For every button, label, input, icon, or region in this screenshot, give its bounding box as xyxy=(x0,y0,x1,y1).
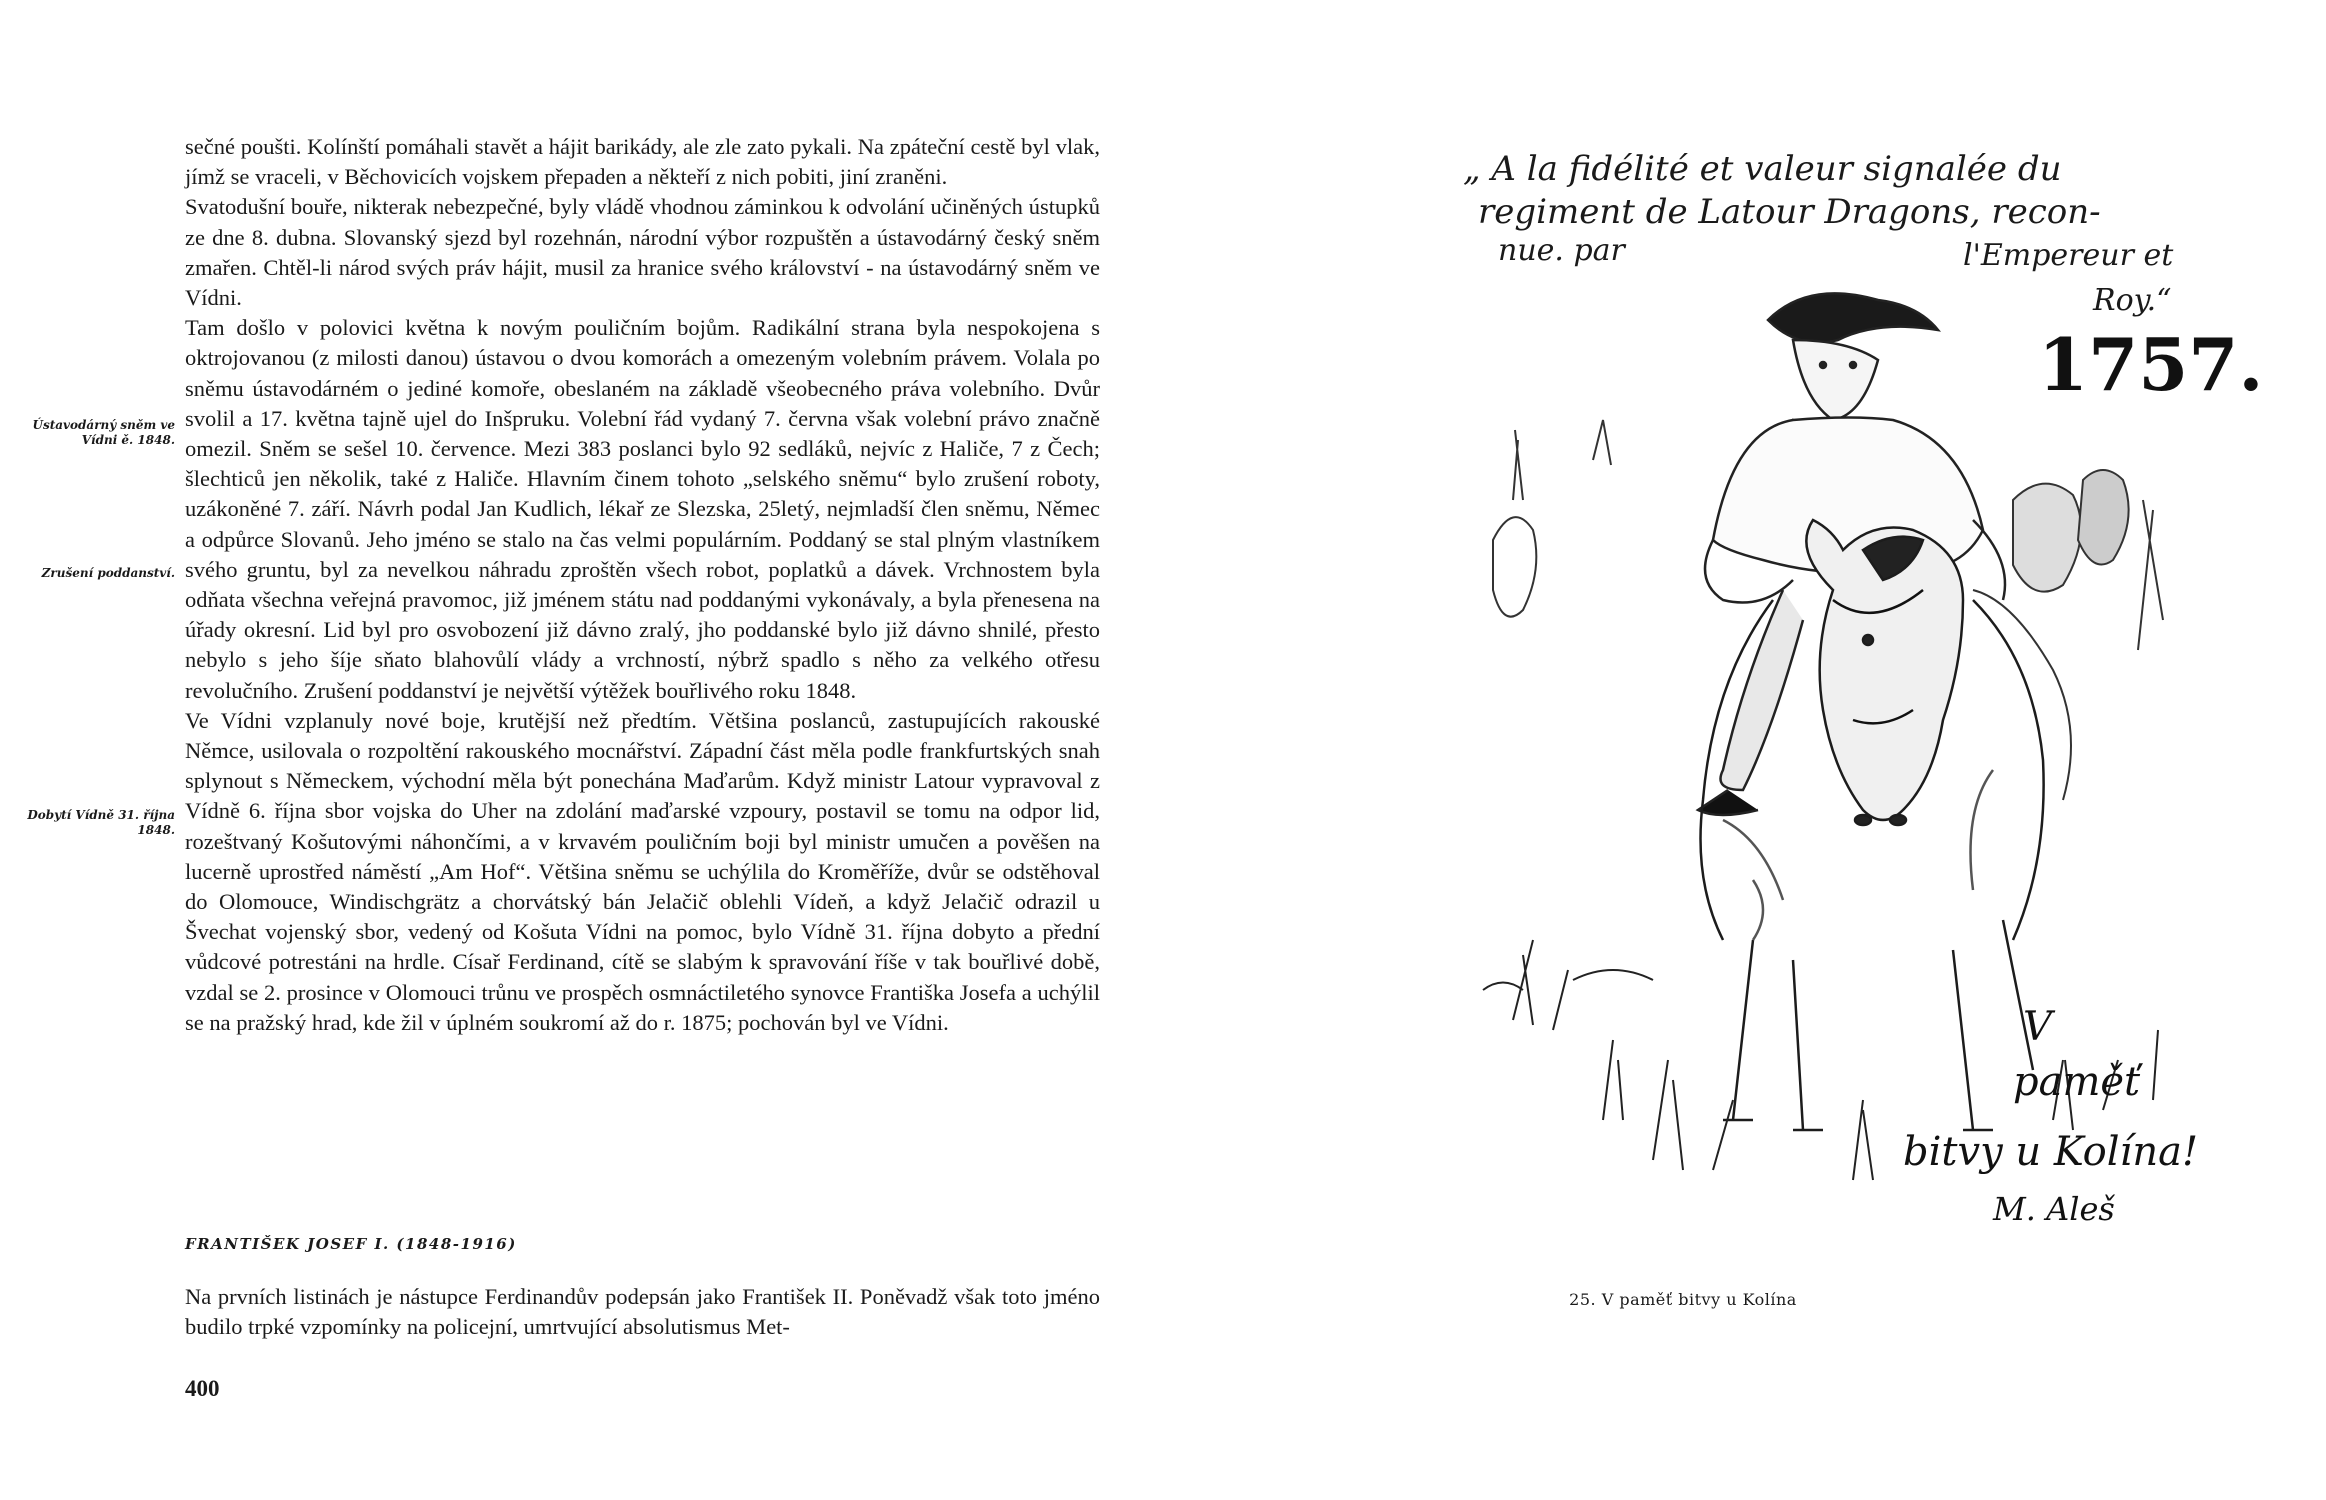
inscription-line-1: „ A la fidélité et valeur signalée du xyxy=(1463,149,2062,189)
illustration-caption: 25. V paměť bitvy u Kolína xyxy=(1569,1290,1797,1309)
ales-illustration xyxy=(1453,120,2264,1240)
paragraph-3: Tam došlo v polovici května k novým pouličním bojům. Radikální strana byla nespokojena s oktrojovanou (z milosti danou) ústavou o dvou komorách a omezeným volebním právem. Volala po sněmu ústavodárném o jediné komoře, obeslaném na základě všeobecného práva volebního. Dvůr svolil a 17. května tajně ujel do Inšpruku. Volební řád vydaný 7. června však volební právo značně omezil. Sněm se sešel 10. července. Mezi 383 poslanci bylo 92 sedláků, nejvíc z Haliče, 7 z Čech; šlechticů jen několik, také z Haliče. Hlavním činem tohoto „selského sněmu“ bylo zrušení roboty, uzákoněné 7. září. Návrh podal Jan Kudlich, lékař ze Slezska, 25letý, nejmladší člen sněmu, Němec a odpůrce Slovanů. Jeho jméno se stalo na čas velmi populárním. Poddaný se stal plným vlastníkem svého gruntu, byl za nevelkou náhradu zproštěn všech robot, poplatků a dávek. Vrchnostem byla odňata všechna veřejná pravomoc, již jménem státu nad poddanými vykonávaly, a byla přenesena na úřady okresní. Lid byl pro osvobození již dávno zralý, jho poddanské bylo již dávno shnilé, přesto nebylo s jeho šíje sňato blahovůlí vlády a vrchností, nýbrž spadlo s něho za velkého otřesu revolučního. Zrušení poddanství je největší výtěžek bouřlivého roku 1848. xyxy=(185,315,1100,703)
margin-note-constituent-assembly: Ústavodárný sněm ve Vídni ě. 1848. xyxy=(32,418,175,447)
margin-note-abolition-serfdom: Zrušení poddanství. xyxy=(41,566,175,580)
year-1757: 1757. xyxy=(2038,322,2264,407)
page-number: 400 xyxy=(185,1376,220,1401)
paragraph-1: sečné poušti. Kolínští pomáhali stavět a hájit barikády, ale zle zato pykali. Na zpáteční cestě byl vlak, jímž se vraceli, v Běchovicích vojskem přepaden a někteří z nich pobiti, jiní zraněni. xyxy=(185,134,1100,190)
dedication-bitvy: bitvy u Kolína! xyxy=(1903,1129,2199,1175)
dedication-pamet: paměť xyxy=(2013,1059,2141,1105)
inscription-line-2: regiment de Latour Dragons, recon- xyxy=(1478,192,2101,232)
inscription-line-3a: nue. par xyxy=(1498,233,1625,268)
horse xyxy=(1701,520,2044,1130)
right-page xyxy=(1163,0,2326,1500)
inscription-line-4: Roy.“ xyxy=(2093,283,2172,318)
inscription-line-3b: l'Empereur et xyxy=(1963,238,2174,273)
main-text xyxy=(185,132,1100,1038)
signature: M. Aleš xyxy=(1993,1190,2115,1228)
section-heading: FRANTIŠEK JOSEF I. (1848-1916) xyxy=(185,1235,517,1253)
margin-note-capture-vienna: Dobytí Vídně 31. října 1848. xyxy=(27,808,175,837)
paragraph-4: Ve Vídni vzplanuly nové boje, krutější než předtím. Většina poslanců, zastupujících rakouské Němce, usilovala o rozpoltění rakouského mocnářství. Západní část měla podle frankfurtských snah splynout s Německem, východní měla být ponechána Maďarům. Když ministr Latour vypravoval z Vídně 6. října sbor vojska do Uher na zdolání maďarské vzpoury, postavil se tomu na odpor lid, rozeštvaný Košutovými náhončími, a v krvavém pouličním boji byl ministr umučen a pověšen na lucerně uprostřed náměstí „Am Hof“. Většina sněmu se uchýlila do Kroměříže, dvůr se odstěhoval do Olomouce, Windischgrätz a chorvátský bán Jelačič oblehli Vídeň, a když Jelačič odrazil u Švechat vojenský sbor, vedený od Košuta Vídni na pomoc, bylo Vídně 31. října dobyto a přední vůdcové potrestáni na hrdle. Císař Ferdinand, cítě se slabým k spravování říše v tak bouřlivé době, vzdal se 2. prosince v Olomouci trůnu ve prospěch osmnáctiletého synovce Františka Josefa a uchýlil se na pražský hrad, kde žil v úplném soukromí až do r. 1875; pochován byl ve Vídni. xyxy=(185,707,1100,1035)
paragraph-2: Svatodušní bouře, nikterak nebezpečné, byly vládě vhodnou záminkou k odvolání učiněných ústupků ze dne 8. dubna. Slovanský sjezd byl rozehnán, národní výbor rozpuštěn a ústavodárný český sněm zmařen. Chtěl-li národ svých práv hájit, musil za hranice svého království - na ústavodárný sněm ve Vídni. xyxy=(185,194,1100,311)
section-paragraph: Na prvních listinách je nástupce Ferdinandův podepsán jako František II. Poněvadž však toto jméno budilo trpké vzpomínky na policejní, umrtvující absolutismus Met- xyxy=(185,1284,1100,1340)
dedication-v: V xyxy=(2023,1004,2052,1050)
